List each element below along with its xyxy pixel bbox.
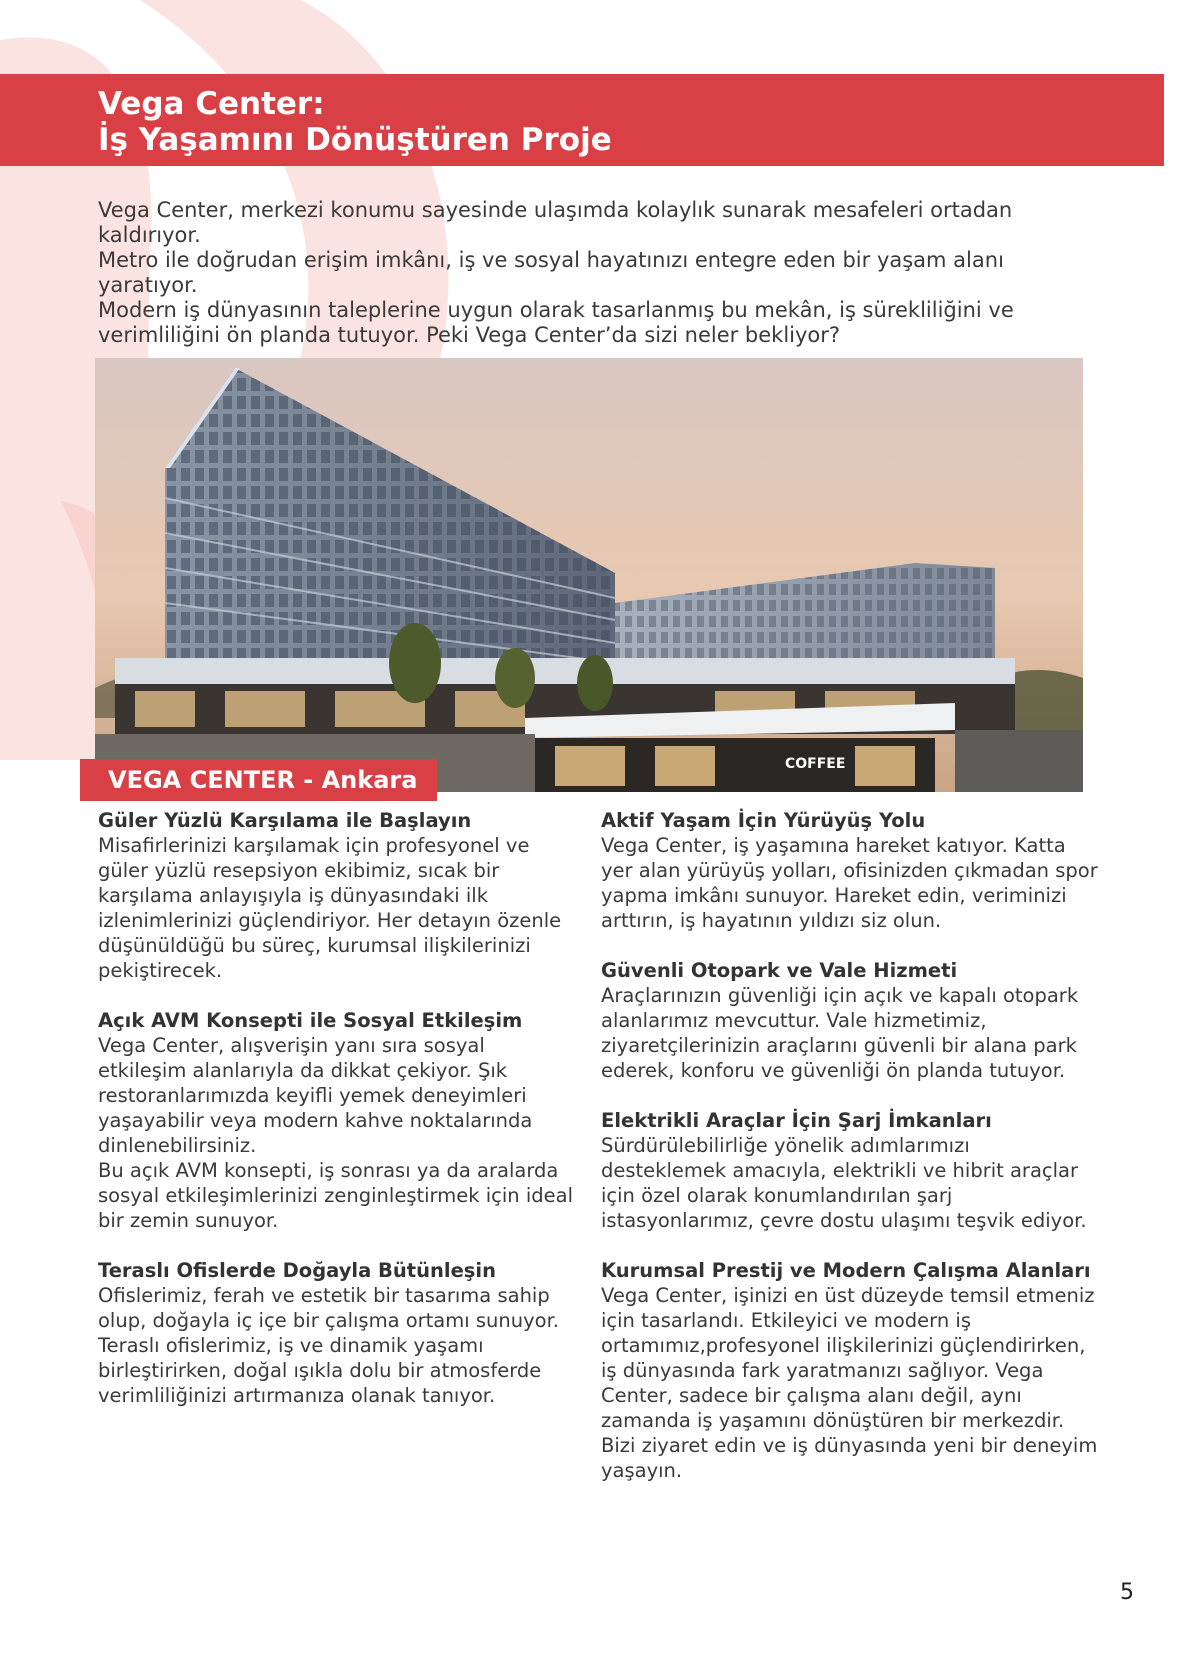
section-heading: Aktif Yaşam İçin Yürüyüş Yolu [601, 809, 926, 832]
title-line-1: Vega Center: [98, 86, 325, 122]
section-text: Bu açık AVM konsepti, iş sonrası ya da aralarda sosyal etkileşimlerinizi zenginleştirmek için ideal bir zemin sunuyor. [98, 1159, 573, 1232]
section-heading: Kurumsal Prestij ve Modern Çalışma Alanları [601, 1259, 1091, 1282]
section-parking [601, 958, 1101, 1083]
page-title [98, 86, 612, 158]
section-text: Araçlarınızın güvenliği için açık ve kapalı otopark alanlarımız mevcuttur. Vale hizmetimiz, ziyaretçilerinizin araçlarını güvenli bir alana park ederek, konforu ve güvenliği ön planda tutuyor. [601, 984, 1079, 1082]
building-photo [95, 358, 1083, 792]
left-column [98, 808, 576, 1433]
section-text: Vega Center, işinizi en üst düzeyde temsil etmeniz için tasarlandı. Etkileyici ve modern iş ortamımız,profesyonel ilişkilerinizi güçlendirirken, iş dünyasında fark yaratmanızı sağlıyor. Vega Center, sadece bir çalışma alanı değil, aynı zamanda iş yaşamını dönüştüren bir merkezdir. Bizi ziyaret edin ve iş dünyasında yeni bir deneyim yaşayın. [601, 1284, 1098, 1482]
section-heading: Açık AVM Konsepti ile Sosyal Etkileşim [98, 1009, 523, 1032]
title-banner [0, 74, 1164, 166]
section-text: Sürdürülebilirliğe yönelik adımlarımızı desteklemek amacıyla, elektrikli ve hibrit araçlar için özel olarak konumlandırılan şarj istasyonlarımız, çevre dostu ulaşımı teşvik ediyor. [601, 1134, 1087, 1232]
coffee-sign: COFFEE [785, 756, 846, 772]
title-line-2: İş Yaşamını Dönüştüren Proje [98, 122, 612, 158]
intro-paragraph-3: Modern iş dünyasının taleplerine uygun olarak tasarlanmış bu mekân, iş sürekliliğini ve verimliliğini ön planda tutuyor. Peki Vega Center’da sizi neler bekliyor? [98, 298, 1014, 347]
intro-paragraph-2: Metro ile doğrudan erişim imkânı, iş ve sosyal hayatınızı entegre eden bir yaşam alanı yaratıyor. [98, 248, 1004, 297]
intro-paragraph-1: Vega Center, merkezi konumu sayesinde ulaşımda kolaylık sunarak mesafeleri ortadan kaldırıyor. [98, 198, 1013, 247]
section-text: Vega Center, alışverişin yanı sıra sosyal etkileşim alanlarıyla da dikkat çekiyor. Şık restoranlarımızda keyifli yemek deneyimleri yaşayabilir veya modern kahve noktalarında dinlenebilirsiniz. [98, 1034, 533, 1157]
section-heading: Güvenli Otopark ve Vale Hizmeti [601, 959, 958, 982]
right-column [601, 808, 1101, 1508]
section-heading: Güler Yüzlü Karşılama ile Başlayın [98, 809, 472, 832]
section-text: Vega Center, iş yaşamına hareket katıyor. Katta yer alan yürüyüş yolları, ofisinizden çıkmadan spor yapma imkânı sunuyor. Hareket edin, veriminizi arttırın, iş hayatının yıldızı siz olun. [601, 834, 1098, 932]
section-text: Ofislerimiz, ferah ve estetik bir tasarıma sahip olup, doğayla iç içe bir çalışma ortamı sunuyor. Teraslı ofislerimiz, iş ve dinamik yaşamı birleştirirken, doğal ışıkla dolu bir atmosferde verimliliğinizi artırmanıza olanak tanıyor. [98, 1284, 560, 1407]
photo-caption: VEGA CENTER - Ankara [80, 759, 437, 801]
section-heading: Elektrikli Araçlar İçin Şarj İmkanları [601, 1109, 992, 1132]
page-number: 5 [1120, 1580, 1134, 1605]
section-heading: Teraslı Ofislerde Doğayla Bütünleşin [98, 1259, 496, 1282]
section-walking-path [601, 808, 1101, 933]
section-corporate-prestige [601, 1258, 1101, 1483]
section-reception [98, 808, 576, 983]
section-open-mall [98, 1008, 576, 1233]
section-terrace-offices [98, 1258, 576, 1408]
intro-text [98, 198, 1098, 348]
section-text: Misafirlerinizi karşılamak için profesyonel ve güler yüzlü resepsiyon ekibimiz, sıcak bir karşılama anlayışıyla iş dünyasındaki ilk izlenimlerinizi güçlendiriyor. Her detayın özenle düşünüldüğü bu süreç, kurumsal ilişkilerinizi pekiştirecek. [98, 834, 562, 982]
section-ev-charging [601, 1108, 1101, 1233]
